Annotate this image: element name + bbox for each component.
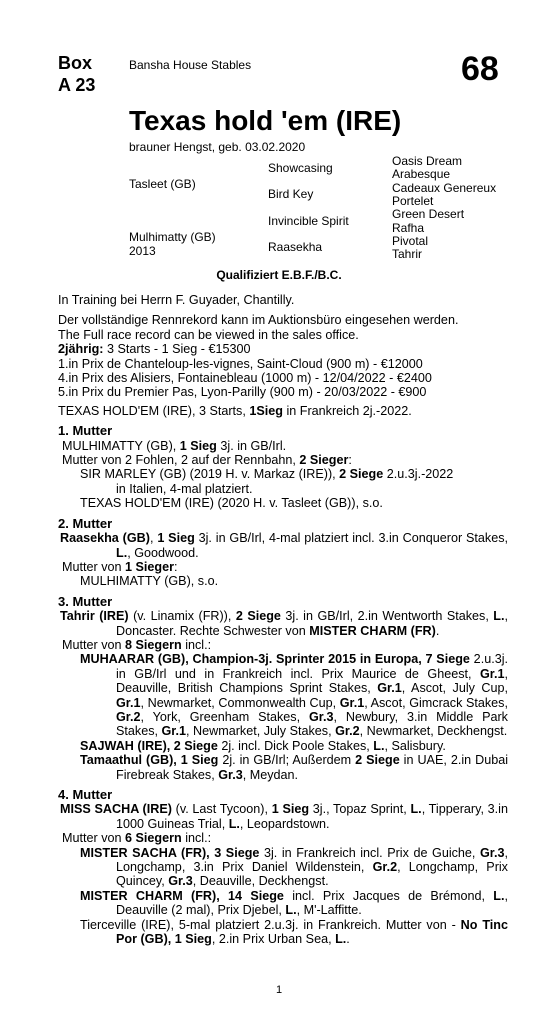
m2-l2a: Mutter von — [62, 559, 125, 574]
m3-l1g: MISTER CHARM (FR) — [309, 623, 436, 638]
m1-l2c: : — [348, 453, 352, 468]
muh-l: , York, Greenham Stakes, — [140, 709, 309, 724]
m2-line-3: MULHIMATTY (GB), s.o. — [80, 574, 219, 589]
ti-a: Tierceville (IRE), 5-mal platziert 2.u.3j. in Frankreich. Mutter von - — [80, 917, 461, 932]
pedigree-dam-dam: Raasekha — [268, 240, 323, 254]
m3-sajwah — [58, 739, 508, 753]
m3-line-1 — [58, 609, 508, 638]
mc-a: MISTER CHARM (FR), 14 Siege — [80, 888, 284, 903]
saj-d: , Salisbury. — [384, 738, 446, 753]
m3-l1d: 3j. in GB/Irl, 2.in Wentworth Stakes, — [280, 609, 494, 624]
qualification: Qualifiziert E.B.F./B.C. — [216, 268, 342, 282]
catalogue-text — [58, 293, 508, 946]
m4-l1e: L. — [410, 802, 422, 817]
m2-l1a: Raasekha (GB) — [60, 531, 150, 546]
pedigree-gen3-7: Pivotal — [392, 234, 429, 248]
record-en: The Full race record can be viewed in the sales office. — [58, 327, 359, 342]
muh-p: , Newmarket, July Stakes, — [186, 724, 336, 739]
m2-line-1 — [58, 531, 508, 560]
tam-d: in UAE, 2.in Dubai Firebreak Stakes, — [116, 753, 509, 782]
ms-f: , Longchamp, Prix Quincey, — [116, 860, 508, 889]
m1-line-1 — [58, 439, 508, 453]
m3-l1h: . — [435, 623, 440, 638]
muh-o: Gr.1 — [161, 724, 187, 739]
tam-e: Gr.3 — [218, 767, 243, 782]
pedigree-gen3-2: Arabesque — [392, 167, 451, 181]
m1-l3c: 2.u.3j.-2022 — [383, 467, 454, 482]
page-number: 1 — [275, 984, 283, 996]
m1-l1b: 1 Sieg — [179, 438, 217, 453]
ms-a: MISTER SACHA (FR), 3 Siege — [80, 845, 260, 860]
pedigree-gen3-4: Portelet — [392, 194, 434, 208]
m1-l1c: 3j. in GB/Irl. — [216, 438, 287, 453]
m2-l2c: : — [174, 559, 178, 574]
m2-line-2 — [58, 560, 508, 574]
record-de: Der vollständige Rennrekord kann im Auktionsbüro eingesehen werden. — [58, 313, 459, 328]
m2-l1c: 1 Sieg — [157, 531, 195, 546]
m2-l1f: , Goodwood. — [127, 545, 199, 560]
m3-line-2 — [58, 638, 508, 652]
training-line: In Training bei Herrn F. Guyader, Chantilly. — [58, 293, 295, 307]
m4-l1c: 1 Sieg — [271, 802, 310, 817]
m3-l2c: incl.: — [181, 637, 212, 652]
race-1: 1.in Prix de Chanteloup-les-vignes, Saint-Cloud (900 m) - €12000 — [58, 356, 423, 371]
m1-line-3b: in Italien, 4-mal platziert. — [116, 481, 253, 496]
m4-mister-sacha — [58, 846, 508, 889]
section-4-title: 4. Mutter — [58, 787, 113, 802]
m4-l1b: (v. Last Tycoon), — [171, 802, 272, 817]
race-2: 4.in Prix des Alisiers, Fontainebleau (1000 m) - 12/04/2022 - €2400 — [58, 371, 432, 386]
twoyo-label: 2jährig: — [58, 342, 104, 357]
muh-m: Gr.3 — [308, 709, 334, 724]
m2-l1d: 3j. in GB/Irl, 4-mal platziert incl. 3.in Conqueror Stakes, — [194, 531, 509, 546]
m1-l2b: 2 Sieger — [299, 453, 349, 468]
m4-l1g: L. — [228, 816, 240, 831]
muh-n: , Newbury, 3.in Middle Park Stakes, — [116, 709, 508, 739]
mc-b: incl. Prix Jacques de Brémond, — [283, 888, 494, 903]
m1-line-3 — [58, 467, 508, 481]
pedigree-sire-sire: Showcasing — [268, 161, 333, 175]
tam-b: 2j. in GB/Irl; Außerdem — [218, 753, 356, 768]
tam-a: Tamaathul (GB), 1 Sieg — [80, 753, 219, 768]
muh-h: , Newmarket, Commonwealth Cup, — [140, 695, 340, 710]
m3-l2b: 8 Siegern — [125, 637, 182, 652]
pedigree-sire: Tasleet (GB) — [129, 177, 196, 191]
pedigree-dam-year: 2013 — [129, 244, 156, 258]
summary-a: TEXAS HOLD'EM (IRE), 3 Starts, — [58, 403, 250, 418]
ms-b: 3j. in Frankreich incl. Prix de Guiche, — [259, 845, 480, 860]
mc-c: L. — [493, 888, 505, 903]
muh-a: MUHAARAR (GB), Champion-3j. Sprinter 2015 in Europa, 7 Siege — [80, 652, 470, 667]
muh-g: Gr.1 — [116, 695, 141, 710]
mc-f: , M'-Laffitte. — [296, 903, 362, 918]
ms-h: , Deauville, Deckhengst. — [192, 874, 329, 889]
pedigree-gen3-1: Oasis Dream — [392, 154, 463, 168]
pedigree-gen3-8: Tahrir — [392, 247, 423, 261]
muh-j: , Ascot, Gimcrack Stakes, — [364, 695, 508, 710]
m3-muhaarar — [58, 652, 508, 738]
m3-l1b: (v. Linamix (FR)), — [128, 609, 236, 624]
summary-c: in Frankreich 2j.-2022. — [282, 403, 412, 418]
m1-line-4: TEXAS HOLD'EM (IRE) (2020 H. v. Tasleet (GB)), s.o. — [80, 496, 383, 511]
muh-c: Gr.1 — [479, 666, 505, 681]
m3-l1c: 2 Siege — [235, 609, 281, 624]
muh-k: Gr.2 — [116, 709, 141, 724]
tam-c: 2 Siege — [355, 753, 400, 768]
ti-c: , 2.in Prix Urban Sea, — [211, 932, 336, 947]
race-3: 5.in Prix du Premier Pas, Lyon-Parilly (900 m) - 20/03/2022 - €900 — [58, 385, 427, 400]
m4-l1h: , Leopardstown. — [239, 816, 330, 831]
m4-l1a: MISS SACHA (IRE) — [60, 802, 172, 817]
saj-c: L. — [373, 738, 385, 753]
muh-b: 2.u.3j. in GB/Irl und in Frankreich incl. Prix Maurice de Gheest, — [116, 652, 508, 681]
pedigree-dam: Mulhimatty (GB) — [129, 230, 216, 244]
box-number: A 23 — [58, 75, 96, 95]
m4-line-1 — [58, 802, 508, 831]
section-3-title: 3. Mutter — [58, 593, 113, 609]
ms-c: Gr.3 — [480, 845, 505, 860]
pedigree-sire-dam: Bird Key — [268, 187, 314, 201]
m3-l1e: L. — [493, 609, 505, 624]
section-1-title: 1. Mutter — [58, 423, 113, 439]
pedigree-gen3-3: Cadeaux Genereux — [392, 181, 497, 195]
twoyo-summary: 3 Starts - 1 Sieg - €15300 — [103, 342, 251, 357]
box-label — [58, 52, 95, 96]
m1-line-2 — [58, 453, 508, 467]
m4-l1d: 3j., Topaz Sprint, — [309, 802, 411, 817]
mc-d: , Deauville (2 mal), Prix Djebel, — [116, 888, 508, 918]
ti-b: No Tinc Por (GB), 1 Sieg — [116, 917, 508, 947]
m3-tamaathul — [58, 753, 508, 782]
m1-l1a: MULHIMATTY (GB), — [62, 438, 180, 453]
summary-b: 1Sieg — [249, 403, 283, 418]
m3-l1f: , Doncaster. Rechte Schwester von — [116, 609, 508, 638]
ms-d: , Longchamp, 3.in Prix Daniel Wildenstein, — [116, 845, 509, 875]
box-word: Box — [58, 53, 93, 73]
tam-f: , Meydan. — [242, 767, 299, 782]
m1-l2a: Mutter von 2 Fohlen, 2 auf der Rennbahn, — [62, 453, 300, 468]
saj-a: SAJWAH (IRE), 2 Siege — [80, 738, 218, 753]
muh-i: Gr.1 — [339, 695, 365, 710]
twoyo-line — [58, 342, 508, 356]
m2-l1e: L. — [116, 545, 128, 560]
m1-l3a: SIR MARLEY (GB) (2019 H. v. Markaz (IRE)), — [80, 467, 340, 482]
muh-e: Gr.1 — [377, 681, 402, 696]
summary-line — [58, 404, 508, 418]
ms-g: Gr.3 — [168, 874, 193, 889]
m3-l1a: Tahrir (IRE) — [60, 609, 129, 624]
m4-l2a: Mutter von — [62, 831, 125, 846]
stable-name: Bansha House Stables — [129, 58, 252, 72]
section-2-title: 2. Mutter — [58, 515, 113, 531]
m4-l2c: incl.: — [181, 831, 212, 846]
m4-tierceville: Tierceville (IRE), 5-mal platziert 2.u.3j. in Frankreich. Mutter von - No Tinc Por (GB), 1 Sieg, 2.in Prix Urban Sea, L.. — [80, 917, 508, 947]
m4-mister-charm — [58, 889, 508, 918]
saj-b: 2j. incl. Dick Poole Stakes, — [217, 738, 374, 753]
pedigree-gen3-5: Green Desert — [392, 207, 465, 221]
muh-r: , Newmarket, Deckhengst. — [359, 724, 508, 739]
m4-line-2 — [58, 831, 508, 845]
ti-d: L. — [335, 932, 347, 947]
lot-number: 68 — [461, 50, 499, 88]
muh-d: , Deauville, British Champions Sprint Stakes, — [116, 666, 508, 696]
muh-q: Gr.2 — [335, 724, 360, 739]
m4-l2b: 6 Siegern — [125, 831, 182, 846]
m2-l1b: , — [149, 531, 158, 546]
horse-description: brauner Hengst, geb. 03.02.2020 — [129, 140, 306, 154]
muh-f: , Ascot, July Cup, — [401, 681, 508, 696]
pedigree-dam-sire: Invincible Spirit — [268, 214, 349, 228]
m4-l1f: , Tipperary, 3.in 1000 Guineas Trial, — [116, 802, 508, 831]
pedigree-gen3-6: Rafha — [392, 221, 425, 235]
horse-name: Texas hold 'em (IRE) — [129, 105, 402, 136]
mc-e: L. — [285, 903, 297, 918]
m3-l2a: Mutter von — [62, 637, 125, 652]
m1-l3b: 2 Siege — [339, 467, 384, 482]
m2-l2b: 1 Sieger — [125, 559, 175, 574]
ms-e: Gr.2 — [372, 860, 398, 875]
